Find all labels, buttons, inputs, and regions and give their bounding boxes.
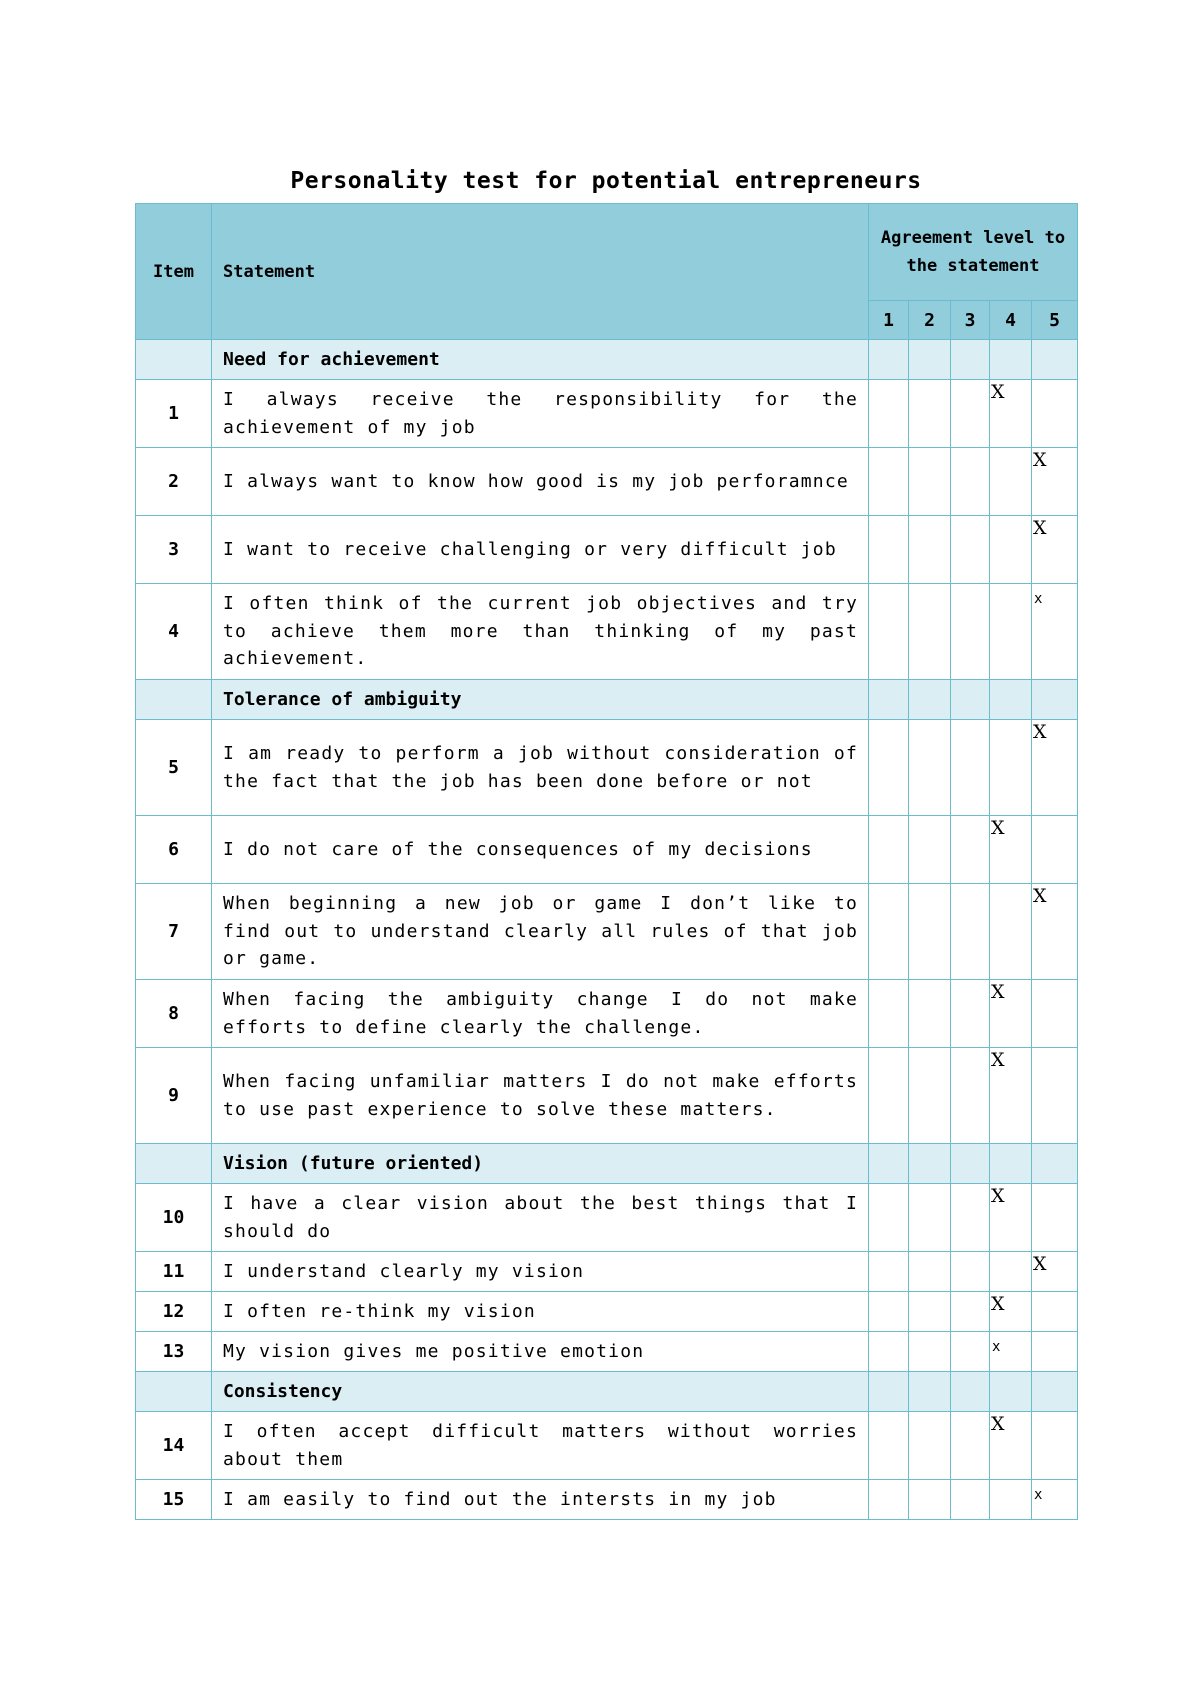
agreement-cell-3 <box>951 980 990 1048</box>
section-row <box>136 1144 1078 1184</box>
agreement-cell-1 <box>869 884 909 980</box>
table-row <box>136 584 1078 680</box>
agreement-cell-5 <box>1032 720 1078 816</box>
item-number: 1 <box>136 380 212 448</box>
agreement-cell-1 <box>869 380 909 448</box>
item-number: 12 <box>136 1292 212 1332</box>
agreement-cell-4 <box>990 1332 1032 1372</box>
agreement-cell-5 <box>1032 1332 1078 1372</box>
section-item-cell <box>136 1372 212 1412</box>
section-label: Need for achievement <box>212 340 869 380</box>
agreement-cell-4 <box>990 980 1032 1048</box>
agreement-mark: x <box>1034 1487 1043 1503</box>
agreement-cell-2 <box>909 1252 951 1292</box>
section-level-cell <box>909 1144 951 1184</box>
table-row <box>136 1292 1078 1332</box>
agreement-mark: X <box>991 1049 1005 1071</box>
agreement-cell-3 <box>951 1332 990 1372</box>
agreement-cell-2 <box>909 584 951 680</box>
agreement-cell-1 <box>869 816 909 884</box>
agreement-cell-4 <box>990 380 1032 448</box>
table-row <box>136 1480 1078 1520</box>
section-level-cell <box>951 680 990 720</box>
table-row <box>136 516 1078 584</box>
item-number: 15 <box>136 1480 212 1520</box>
table-row <box>136 816 1078 884</box>
agreement-cell-1 <box>869 448 909 516</box>
section-item-cell <box>136 1144 212 1184</box>
item-statement: I am ready to perform a job without consideration of the fact that the job has been done before or not <box>212 720 869 816</box>
item-number: 9 <box>136 1048 212 1144</box>
agreement-cell-1 <box>869 720 909 816</box>
agreement-cell-5 <box>1032 1412 1078 1480</box>
personality-test-table <box>135 203 1078 1520</box>
agreement-cell-1 <box>869 1048 909 1144</box>
agreement-cell-2 <box>909 380 951 448</box>
item-number: 3 <box>136 516 212 584</box>
agreement-cell-2 <box>909 448 951 516</box>
item-statement: I always receive the responsibility for the achievement of my job <box>212 380 869 448</box>
section-level-cell <box>951 1372 990 1412</box>
section-level-cell <box>869 1372 909 1412</box>
section-level-cell <box>1032 680 1078 720</box>
section-label: Vision (future oriented) <box>212 1144 869 1184</box>
section-level-cell <box>990 680 1032 720</box>
agreement-cell-4 <box>990 1412 1032 1480</box>
agreement-mark: X <box>991 981 1005 1003</box>
header-level-4: 4 <box>990 301 1032 340</box>
item-number: 4 <box>136 584 212 680</box>
agreement-cell-5 <box>1032 448 1078 516</box>
agreement-cell-4 <box>990 1480 1032 1520</box>
agreement-cell-3 <box>951 1252 990 1292</box>
agreement-mark: x <box>992 1339 1001 1355</box>
agreement-cell-1 <box>869 516 909 584</box>
agreement-cell-5 <box>1032 1048 1078 1144</box>
agreement-mark: X <box>1033 885 1047 907</box>
agreement-cell-5 <box>1032 1184 1078 1252</box>
section-item-cell <box>136 680 212 720</box>
item-statement: When facing unfamiliar matters I do not make efforts to use past experience to solve these matters. <box>212 1048 869 1144</box>
item-number: 6 <box>136 816 212 884</box>
table-row <box>136 884 1078 980</box>
section-label: Consistency <box>212 1372 869 1412</box>
agreement-mark: X <box>991 1185 1005 1207</box>
table-body <box>136 340 1078 1520</box>
section-level-cell <box>990 340 1032 380</box>
agreement-cell-3 <box>951 1292 990 1332</box>
agreement-cell-3 <box>951 1480 990 1520</box>
agreement-cell-4 <box>990 720 1032 816</box>
header-level-3: 3 <box>951 301 990 340</box>
agreement-cell-2 <box>909 516 951 584</box>
agreement-cell-1 <box>869 1332 909 1372</box>
section-level-cell <box>951 1144 990 1184</box>
section-level-cell <box>1032 1144 1078 1184</box>
agreement-cell-2 <box>909 1480 951 1520</box>
section-item-cell <box>136 340 212 380</box>
section-row <box>136 1372 1078 1412</box>
agreement-mark: X <box>991 1293 1005 1315</box>
section-level-cell <box>1032 340 1078 380</box>
header-level-2: 2 <box>909 301 951 340</box>
table-row <box>136 1252 1078 1292</box>
section-label: Tolerance of ambiguity <box>212 680 869 720</box>
header-agreement: Agreement level to the statement <box>869 204 1078 301</box>
item-statement: I always want to know how good is my job perforamnce <box>212 448 869 516</box>
table-row <box>136 1332 1078 1372</box>
item-number: 2 <box>136 448 212 516</box>
agreement-cell-5 <box>1032 1480 1078 1520</box>
agreement-cell-1 <box>869 1292 909 1332</box>
table-header-row <box>136 204 1078 301</box>
agreement-cell-5 <box>1032 380 1078 448</box>
item-statement: I do not care of the consequences of my decisions <box>212 816 869 884</box>
section-level-cell <box>869 680 909 720</box>
section-level-cell <box>1032 1372 1078 1412</box>
agreement-cell-2 <box>909 1184 951 1252</box>
agreement-mark: X <box>991 817 1005 839</box>
header-item: Item <box>136 204 212 340</box>
agreement-cell-5 <box>1032 884 1078 980</box>
agreement-cell-3 <box>951 1048 990 1144</box>
table-row <box>136 1184 1078 1252</box>
table-row <box>136 980 1078 1048</box>
header-level-5: 5 <box>1032 301 1078 340</box>
item-statement: I want to receive challenging or very difficult job <box>212 516 869 584</box>
agreement-cell-1 <box>869 980 909 1048</box>
header-level-1: 1 <box>869 301 909 340</box>
item-number: 13 <box>136 1332 212 1372</box>
agreement-cell-3 <box>951 884 990 980</box>
section-level-cell <box>869 1144 909 1184</box>
table-row <box>136 380 1078 448</box>
section-level-cell <box>990 1144 1032 1184</box>
agreement-cell-2 <box>909 720 951 816</box>
item-statement: I have a clear vision about the best things that I should do <box>212 1184 869 1252</box>
table-row <box>136 1048 1078 1144</box>
item-statement: I am easily to find out the intersts in my job <box>212 1480 869 1520</box>
agreement-cell-4 <box>990 816 1032 884</box>
agreement-cell-1 <box>869 1184 909 1252</box>
item-number: 7 <box>136 884 212 980</box>
agreement-cell-4 <box>990 584 1032 680</box>
agreement-cell-2 <box>909 816 951 884</box>
agreement-cell-1 <box>869 1252 909 1292</box>
agreement-cell-2 <box>909 1412 951 1480</box>
agreement-cell-2 <box>909 1048 951 1144</box>
agreement-cell-4 <box>990 1292 1032 1332</box>
agreement-cell-2 <box>909 980 951 1048</box>
agreement-cell-4 <box>990 1252 1032 1292</box>
header-statement: Statement <box>212 204 869 340</box>
agreement-cell-5 <box>1032 980 1078 1048</box>
item-statement: I often think of the current job objectives and try to achieve them more than thinking of my past achievement. <box>212 584 869 680</box>
agreement-mark: x <box>1034 591 1043 607</box>
agreement-cell-3 <box>951 516 990 584</box>
section-level-cell <box>990 1372 1032 1412</box>
agreement-cell-3 <box>951 380 990 448</box>
section-level-cell <box>869 340 909 380</box>
agreement-cell-5 <box>1032 816 1078 884</box>
item-statement: I often re-think my vision <box>212 1292 869 1332</box>
table-row <box>136 448 1078 516</box>
agreement-cell-2 <box>909 1292 951 1332</box>
agreement-cell-3 <box>951 584 990 680</box>
agreement-cell-4 <box>990 1048 1032 1144</box>
agreement-cell-5 <box>1032 1292 1078 1332</box>
item-statement: My vision gives me positive emotion <box>212 1332 869 1372</box>
item-statement: When facing the ambiguity change I do not make efforts to define clearly the challenge. <box>212 980 869 1048</box>
agreement-mark: X <box>991 381 1005 403</box>
agreement-cell-5 <box>1032 584 1078 680</box>
agreement-cell-4 <box>990 516 1032 584</box>
agreement-cell-3 <box>951 816 990 884</box>
agreement-cell-4 <box>990 884 1032 980</box>
agreement-mark: X <box>1033 449 1047 471</box>
item-statement: When beginning a new job or game I don’t like to find out to understand clearly all rules of that job or game. <box>212 884 869 980</box>
agreement-mark: X <box>1033 517 1047 539</box>
agreement-cell-5 <box>1032 1252 1078 1292</box>
section-level-cell <box>909 340 951 380</box>
document-title: Personality test for potential entrepreneurs <box>290 168 922 194</box>
agreement-cell-4 <box>990 448 1032 516</box>
agreement-cell-1 <box>869 1412 909 1480</box>
section-level-cell <box>951 340 990 380</box>
agreement-cell-1 <box>869 584 909 680</box>
item-statement: I understand clearly my vision <box>212 1252 869 1292</box>
item-number: 8 <box>136 980 212 1048</box>
section-level-cell <box>909 1372 951 1412</box>
agreement-cell-3 <box>951 448 990 516</box>
agreement-cell-5 <box>1032 516 1078 584</box>
item-number: 14 <box>136 1412 212 1480</box>
agreement-cell-1 <box>869 1480 909 1520</box>
section-row <box>136 340 1078 380</box>
agreement-cell-4 <box>990 1184 1032 1252</box>
agreement-mark: X <box>1033 1253 1047 1275</box>
section-level-cell <box>909 680 951 720</box>
table-row <box>136 1412 1078 1480</box>
agreement-cell-3 <box>951 720 990 816</box>
agreement-cell-2 <box>909 1332 951 1372</box>
agreement-mark: X <box>1033 721 1047 743</box>
item-number: 11 <box>136 1252 212 1292</box>
agreement-cell-3 <box>951 1184 990 1252</box>
agreement-cell-3 <box>951 1412 990 1480</box>
item-statement: I often accept difficult matters without worries about them <box>212 1412 869 1480</box>
item-number: 10 <box>136 1184 212 1252</box>
agreement-mark: X <box>991 1413 1005 1435</box>
table-row <box>136 720 1078 816</box>
section-row <box>136 680 1078 720</box>
agreement-cell-2 <box>909 884 951 980</box>
item-number: 5 <box>136 720 212 816</box>
